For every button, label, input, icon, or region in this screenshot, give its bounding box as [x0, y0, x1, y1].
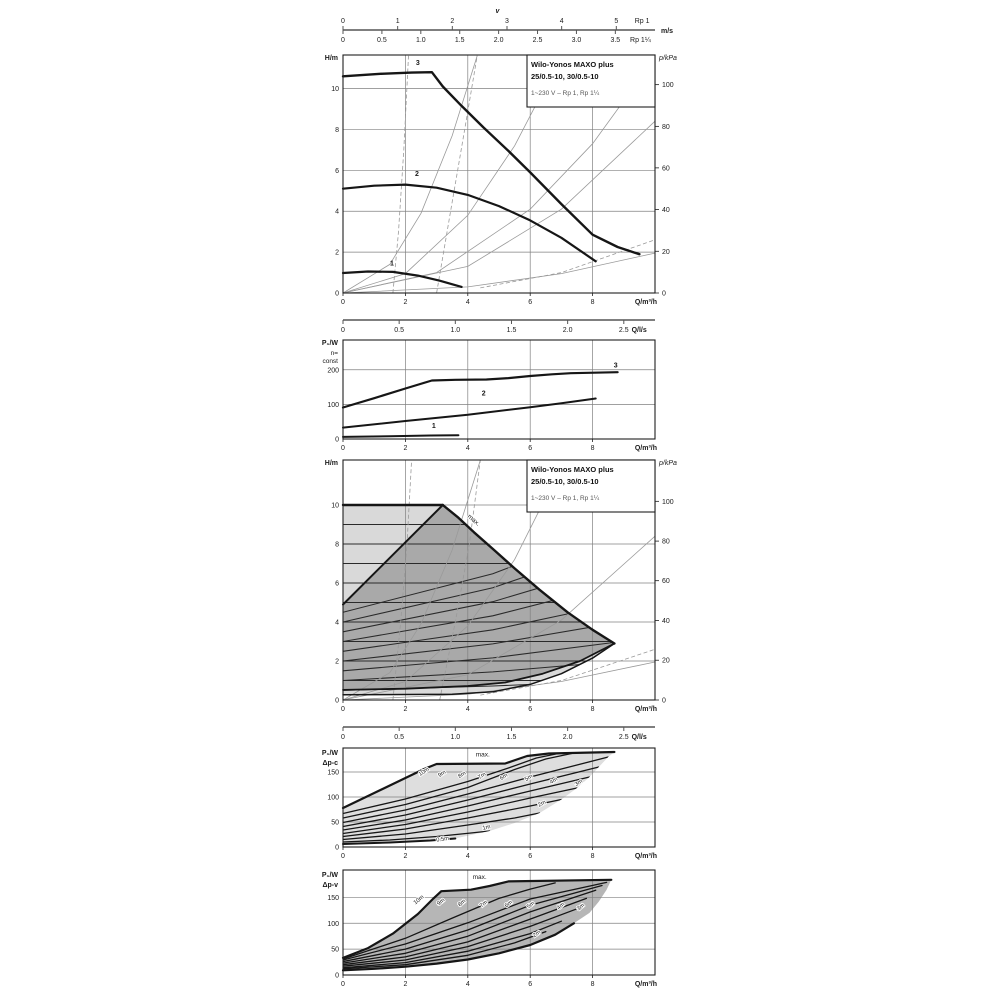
- kpa-tick-label: 80: [662, 123, 670, 131]
- speed-3-label: 3: [613, 362, 618, 370]
- setpoint-label: 8m: [457, 898, 468, 909]
- speed-1-label: 1: [390, 260, 394, 268]
- x-tick-label: 4: [465, 445, 470, 452]
- reference-curve: [437, 56, 478, 293]
- scale-tick-label: 3.0: [571, 37, 582, 44]
- x-tick-label: 4: [465, 299, 470, 306]
- x-axis-unit: Q/m³/h: [634, 981, 657, 988]
- y-tick-label: 8: [335, 126, 339, 134]
- y-tick-label: 200: [327, 367, 339, 375]
- scale-tick-label: 0: [341, 37, 345, 44]
- setpoint-label: 4m: [556, 901, 567, 912]
- setpoint-label: 7m: [478, 899, 490, 910]
- speed-1-curve: [343, 272, 462, 287]
- y-axis-unit-power: P₁/W: [321, 750, 338, 757]
- y-tick-label: 50: [331, 946, 339, 954]
- y-tick-label: 10: [331, 86, 339, 94]
- x-tick-label: 0: [341, 299, 345, 306]
- scale-tick-label: 0.5: [394, 327, 405, 334]
- speed-2-curve: [343, 185, 596, 262]
- x-tick-label: 0: [341, 445, 345, 452]
- y-tick-label: 2: [335, 658, 339, 666]
- setpoint-label: 2m: [532, 929, 543, 940]
- kpa-tick-label: 80: [662, 538, 670, 546]
- scale-tick-label: 2.5: [618, 734, 629, 741]
- flow-l-per-s-axis-lower: [341, 727, 655, 741]
- product-info-line: Wilo-Yonos MAXO plus: [531, 465, 614, 474]
- setpoint-label: 5m: [524, 773, 535, 783]
- y-tick-label: 8: [335, 541, 339, 549]
- setpoint-label: 9m: [437, 769, 448, 779]
- x-axis-unit: Q/m³/h: [634, 299, 657, 306]
- setpoint-label: 1m: [482, 824, 492, 832]
- x-tick-label: 0: [341, 853, 345, 860]
- y-tick-label: 100: [327, 794, 339, 802]
- setpoint-label: 2m: [537, 799, 548, 809]
- setpoint-label: 10m: [417, 766, 431, 778]
- y-tick-label: 150: [327, 894, 339, 902]
- scale-tick-label: 1.5: [506, 327, 517, 334]
- y-tick-label: 0: [335, 844, 339, 852]
- x-tick-label: 8: [590, 853, 595, 860]
- mode-label-const: const: [322, 358, 338, 365]
- kpa-tick-label: 0: [662, 290, 666, 298]
- y-tick-label: 0: [335, 972, 339, 980]
- speed-2-label: 2: [414, 171, 419, 179]
- y-tick-label: 100: [327, 401, 339, 409]
- max-curve-label: max.: [472, 873, 487, 881]
- kpa-tick-label: 40: [662, 207, 670, 215]
- reference-curve: [393, 56, 409, 293]
- scale-tick-label: 1.5: [454, 37, 465, 44]
- scale-tick-label: 2.0: [562, 327, 573, 334]
- pipe-size-label: Rp 1: [634, 18, 650, 25]
- x-tick-label: 0: [341, 981, 345, 988]
- x-tick-label: 6: [528, 445, 533, 452]
- y-tick-label: 2: [335, 249, 339, 257]
- product-info-line: 1~230 V – Rp 1, Rp 1¼: [531, 90, 600, 97]
- right-axis-unit-pressure: p/kPa: [659, 460, 677, 467]
- scale-tick-label: 1.5: [506, 734, 517, 741]
- kpa-tick-label: 0: [662, 697, 666, 705]
- x-axis-unit: Q/m³/h: [634, 853, 657, 860]
- scale-tick-label: 0.5: [394, 734, 405, 741]
- y-tick-label: 150: [327, 769, 339, 777]
- power-vs-flow-dpv-chart: [322, 870, 657, 988]
- y-tick-label: 6: [335, 580, 339, 588]
- product-info-line: 25/0.5-10, 30/0.5-10: [531, 477, 599, 486]
- kpa-tick-label: 20: [662, 248, 670, 256]
- speed-3-label: 3: [415, 60, 420, 68]
- setpoint-label: 0.5m: [435, 835, 450, 844]
- x-tick-label: 8: [590, 981, 595, 988]
- power-speed-1: [343, 435, 458, 437]
- scale-tick-label: 1.0: [450, 734, 461, 741]
- control-mode-label: Δp-c: [322, 760, 338, 767]
- velocity-axis-name: v: [495, 8, 500, 15]
- x-tick-label: 2: [403, 445, 408, 452]
- kpa-tick-label: 60: [662, 578, 670, 586]
- max-curve-label: max.: [465, 513, 482, 528]
- y-tick-label: 10: [331, 502, 339, 510]
- power-speed-2: [343, 399, 596, 428]
- x-tick-label: 6: [528, 853, 533, 860]
- control-mode-label: Δp-v: [322, 882, 338, 889]
- x-tick-label: 2: [403, 853, 408, 860]
- scale-tick-label: 4: [559, 18, 564, 25]
- plot-frame: [343, 340, 655, 439]
- product-info-line: 1~230 V – Rp 1, Rp 1¼: [531, 495, 600, 502]
- x-tick-label: 2: [403, 706, 408, 713]
- x-axis-unit: Q/m³/h: [634, 445, 657, 452]
- mode-label-n: n=: [330, 350, 338, 357]
- scale-tick-label: 2: [450, 18, 455, 25]
- y-axis-unit-power: P₁/W: [321, 872, 338, 879]
- x-tick-label: 8: [590, 706, 595, 713]
- scale-tick-label: 0.5: [377, 37, 387, 44]
- scale-tick-label: 2.5: [618, 327, 629, 334]
- scale-unit: Q/l/s: [631, 327, 647, 334]
- setpoint-label: 7m: [477, 771, 488, 781]
- flow-l-per-s-axis-upper: [341, 320, 655, 334]
- setpoint-label: 10m: [412, 894, 426, 907]
- x-axis-unit: Q/m³/h: [634, 706, 657, 713]
- y-tick-label: 4: [335, 208, 339, 216]
- scale-tick-label: 3.5: [610, 37, 621, 44]
- velocity-scale-axis: [341, 8, 673, 44]
- x-tick-label: 6: [528, 706, 533, 713]
- scale-tick-label: 2.0: [562, 734, 573, 741]
- setpoint-label: 5m: [526, 900, 537, 911]
- y-tick-label: 0: [335, 436, 339, 444]
- x-tick-label: 6: [528, 981, 533, 988]
- x-tick-label: 8: [590, 445, 595, 452]
- x-tick-label: 2: [403, 981, 408, 988]
- speed-2-label: 2: [481, 390, 486, 398]
- kpa-tick-label: 100: [662, 498, 674, 506]
- scale-tick-label: 0: [341, 18, 345, 25]
- scale-unit: Q/l/s: [631, 734, 647, 741]
- scale-tick-label: 5: [614, 18, 619, 25]
- scale-tick-label: 1.0: [450, 327, 461, 334]
- y-axis-unit-head: H/m: [324, 460, 338, 467]
- kpa-tick-label: 20: [662, 657, 670, 665]
- y-tick-label: 100: [327, 920, 339, 928]
- scale-tick-label: 1: [395, 18, 400, 25]
- y-tick-label: 4: [335, 619, 339, 627]
- y-axis-unit-head: H/m: [324, 55, 338, 62]
- max-curve-label: max.: [475, 751, 490, 759]
- pipe-size-label: Rp 1¼: [630, 37, 651, 44]
- scale-tick-label: 2.5: [532, 37, 543, 44]
- kpa-tick-label: 100: [662, 82, 674, 90]
- y-tick-label: 0: [335, 697, 339, 705]
- power-vs-flow-constant-speed-chart: [322, 340, 657, 452]
- x-tick-label: 8: [590, 299, 595, 306]
- x-tick-label: 0: [341, 706, 345, 713]
- x-tick-label: 2: [403, 299, 408, 306]
- setpoint-label: 8m: [457, 770, 468, 780]
- setpoint-label: 6m: [499, 772, 510, 782]
- setpoint-label: 3m: [573, 778, 584, 788]
- setpoint-label: 3m: [576, 902, 587, 913]
- power-vs-flow-dpc-chart: [322, 748, 657, 860]
- product-info-line: 25/0.5-10, 30/0.5-10: [531, 72, 599, 81]
- y-tick-label: 6: [335, 167, 339, 175]
- head-vs-flow-control-range-chart: [325, 460, 677, 713]
- kpa-tick-label: 40: [662, 617, 670, 625]
- scale-unit: m/s: [661, 28, 674, 35]
- reference-curve: [480, 240, 655, 288]
- product-info-line: Wilo-Yonos MAXO plus: [531, 60, 614, 69]
- setpoint-label: 6m: [503, 899, 514, 910]
- right-axis-unit-pressure: p/kPa: [659, 55, 677, 62]
- y-axis-unit-power: P₁/W: [321, 340, 338, 347]
- head-vs-flow-constant-speed-chart: [325, 55, 677, 306]
- x-tick-label: 6: [528, 299, 533, 306]
- scale-tick-label: 0: [341, 327, 345, 334]
- scale-tick-label: 1.0: [415, 37, 426, 44]
- y-tick-label: 50: [331, 819, 339, 827]
- setpoint-label: 9m: [436, 897, 447, 908]
- setpoint-label: 4m: [548, 776, 560, 786]
- scale-tick-label: 3: [505, 18, 509, 25]
- x-tick-label: 4: [465, 981, 470, 988]
- x-tick-label: 4: [465, 853, 470, 860]
- y-tick-label: 0: [335, 290, 339, 298]
- scale-tick-label: 2.0: [493, 37, 504, 44]
- kpa-tick-label: 60: [662, 165, 670, 173]
- speed-1-label: 1: [431, 422, 436, 430]
- reference-curve: [343, 253, 655, 293]
- x-tick-label: 4: [465, 706, 470, 713]
- scale-tick-label: 0: [341, 734, 345, 741]
